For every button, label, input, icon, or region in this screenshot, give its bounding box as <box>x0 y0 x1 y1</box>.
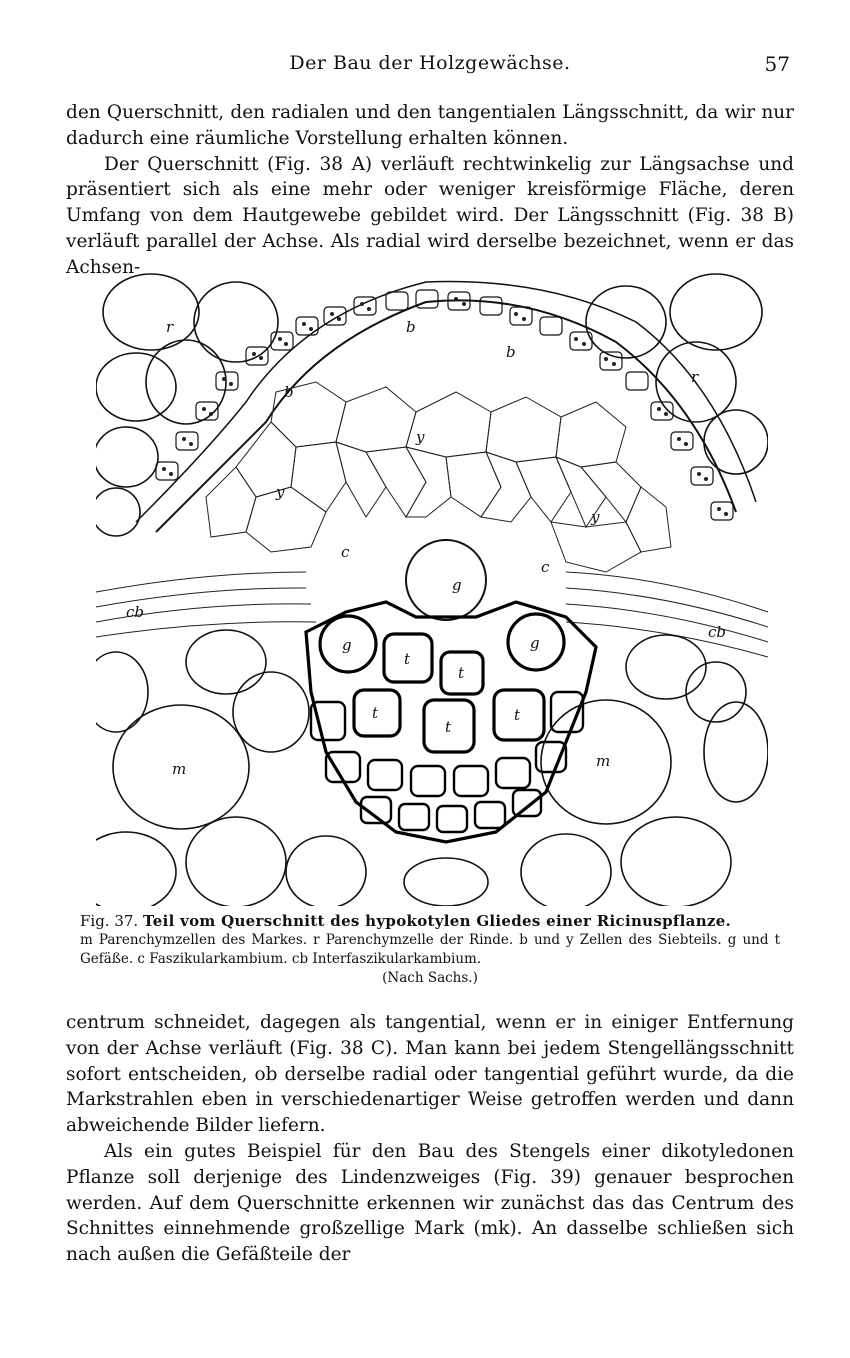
label-b-left: b <box>284 383 294 401</box>
label-y-left: y <box>276 483 285 501</box>
paragraph: den Querschnitt, den radialen und den tangentialen Längsschnitt, da wir nur dadurch eine räumliche Vorstellung erhalten können. <box>66 102 794 149</box>
caption-legend: m Parenchymzellen des Markes. r Parenchymzelle der Rinde. b und y Zellen des Siebteils. g und t Gefäße. c Faszikularkambium. cb Interfaszikularkambium. <box>80 932 780 967</box>
page-header <box>66 52 794 80</box>
label-g-left: g <box>342 636 352 654</box>
label-m-left: m <box>172 760 187 778</box>
label-g-top: g <box>452 576 462 594</box>
label-b-right: b <box>506 343 516 361</box>
caption-title-line <box>80 912 780 931</box>
label-c-left: c <box>341 543 350 561</box>
bottom-text-block <box>66 1010 794 1268</box>
label-t-2: t <box>458 664 465 682</box>
label-y-right: y <box>591 508 600 526</box>
label-t-1: t <box>404 650 411 668</box>
running-title: Der Bau der Holzgewächse. <box>289 52 571 74</box>
cross-section-drawing <box>96 272 768 906</box>
figure-caption <box>80 912 780 988</box>
paragraph: centrum schneidet, dagegen als tangential, wenn er in einiger Entfernung von der Achse verläuft (Fig. 38 C). Man kann bei jedem Stengellängsschnitt sofort entscheiden, ob derselbe radial oder tangential geführt wurde, da die Markstrahlen eben in verschiedenartiger Weise getroffen werden und dann abweichende Bilder liefern. <box>66 1012 794 1137</box>
caption-title: Teil vom Querschnitt des hypokotylen Gliedes einer Ricinuspflanze. <box>142 912 732 930</box>
caption-fig-number: Fig. 37. <box>80 912 139 930</box>
paragraph: Der Querschnitt (Fig. 38 A) verläuft rechtwinkelig zur Längsachse und präsentiert sich als eine mehr oder weniger kreisförmige Fläche, deren Umfang von dem Hautgewebe gebildet wird. Der Längsschnitt (Fig. 38 B) verläuft parallel der Achse. Als radial wird derselbe bezeichnet, wenn er das Achsen- <box>66 153 794 278</box>
paragraph: Als ein gutes Beispiel für den Bau des Stengels einer dikotyledonen Pflanze soll derjenige des Lindenzweiges (Fig. 39) genauer besprochen werden. Auf dem Querschnitte erkennen wir zunächst das das Centrum des Schnittes einnehmende großzellige Mark (mk). An dasselbe schließen sich nach außen die Gefäßteile der <box>66 1140 794 1266</box>
top-text-block <box>66 100 794 281</box>
label-g-right: g <box>530 634 540 652</box>
cross-section-figure <box>96 272 768 906</box>
label-r-right: r <box>691 368 699 386</box>
label-cb-left: cb <box>126 603 145 621</box>
label-b-top: b <box>406 318 416 336</box>
label-cb-right: cb <box>708 623 727 641</box>
label-t-4: t <box>445 718 452 736</box>
caption-source: (Nach Sachs.) <box>382 970 478 986</box>
page-number: 57 <box>764 52 790 76</box>
label-y-center: y <box>416 428 425 446</box>
label-r-left: r <box>166 318 174 336</box>
label-t-3: t <box>372 704 379 722</box>
label-m-right: m <box>596 752 611 770</box>
label-t-5: t <box>514 706 521 724</box>
label-c-right: c <box>541 558 550 576</box>
